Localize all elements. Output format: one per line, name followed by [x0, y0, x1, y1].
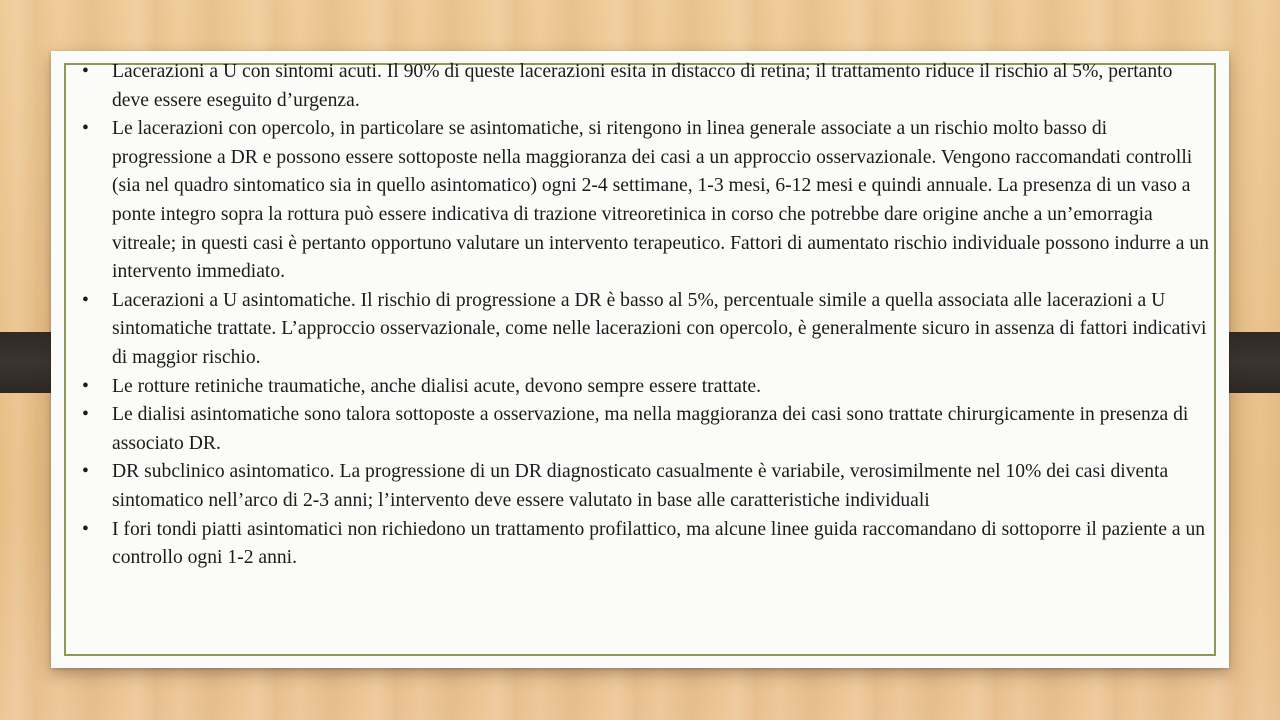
bullet-dot-icon: •	[82, 518, 89, 540]
bullet-text: Lacerazioni a U asintomatiche. Il rischio di progressione a DR è basso al 5%, percentuale simile a quella associata alle lacerazioni a U sintomatiche trattate. L’approccio osservazionale, come nelle lacerazioni con opercolo, è generalmente sicuro in assenza di fattori indicativi di maggior rischio.	[112, 289, 1207, 368]
bullet-dot-icon: •	[82, 375, 89, 397]
bullet-dot-icon: •	[82, 118, 89, 140]
bullet-item	[82, 373, 1209, 402]
slide	[51, 51, 1229, 668]
bullet-item	[82, 58, 1209, 115]
bullet-item	[82, 115, 1209, 287]
bullet-dot-icon: •	[82, 61, 89, 82]
bullet-dot-icon: •	[82, 289, 89, 311]
bullet-dot-icon: •	[82, 461, 89, 483]
bullet-text: I fori tondi piatti asintomatici non richiedono un trattamento profilattico, ma alcune linee guida raccomandano di sottoporre il paziente a un controllo ogni 1-2 anni.	[112, 518, 1206, 569]
bullet-dot-icon: •	[82, 404, 89, 426]
bullet-text: Le lacerazioni con opercolo, in particolare se asintomatiche, si ritengono in linea generale associate a un rischio molto basso di progressione a DR e possono essere sottoposte nella maggioranza dei casi a un approccio osservazionale. Vengono raccomandati controlli (sia nel quadro sintomatico sia in quello asintomatico) ogni 2-4 settimane, 1-3 mesi, 6-12 mesi e quindi annuale. La presenza di un vaso a ponte integro sopra la rottura può essere indicativa di trazione vitreoretinica in corso che potrebbe dare origine anche a un’emorragia vitreale; in questi casi è pertanto opportuno valutare un intervento terapeutico. Fattori di aumentato rischio individuale possono indurre a un intervento immediato.	[112, 118, 1209, 283]
bullet-item	[82, 287, 1209, 373]
bullet-text: Le dialisi asintomatiche sono talora sottoposte a osservazione, ma nella maggioranza dei casi sono trattate chirurgicamente in presenza di associato DR.	[112, 404, 1189, 454]
bullet-list	[51, 58, 1229, 573]
bullet-item	[82, 458, 1209, 515]
bullet-item	[82, 401, 1209, 458]
bullet-text: Le rotture retiniche traumatiche, anche dialisi acute, devono sempre essere trattate.	[112, 375, 762, 397]
bullet-text: Lacerazioni a U con sintomi acuti. Il 90% di queste lacerazioni esita in distacco di retina; il trattamento riduce il rischio al 5%, pertanto deve essere eseguito d’urgenza.	[112, 61, 1173, 111]
bullet-item	[82, 516, 1209, 573]
bullet-text: DR subclinico asintomatico. La progressione di un DR diagnosticato casualmente è variabile, verosimilmente nel 10% dei casi diventa sintomatico nell’arco di 2-3 anni; l’intervento deve essere valutato in base alle caratteristiche individuali	[112, 461, 1169, 511]
